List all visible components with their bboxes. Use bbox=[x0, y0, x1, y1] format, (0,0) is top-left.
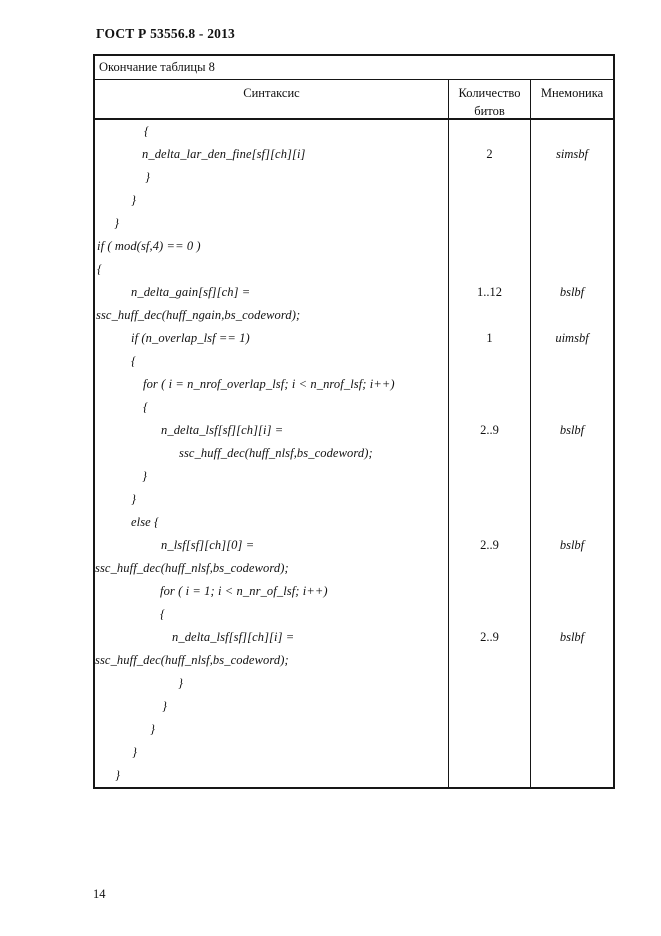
syntax-cell bbox=[95, 603, 449, 626]
bits-cell: 2 bbox=[449, 143, 531, 166]
syntax-code: ssc_huff_dec(huff_nlsf,bs_codeword); bbox=[95, 653, 289, 667]
syntax-cell bbox=[95, 672, 449, 695]
mnemonic-cell: bslbf bbox=[559, 538, 585, 552]
table-row bbox=[95, 511, 613, 534]
mnemonic-cell bbox=[531, 350, 613, 373]
mnemonic-cell bbox=[531, 557, 613, 580]
table-row bbox=[95, 488, 613, 511]
bits-cell bbox=[449, 189, 531, 212]
bits-cell: 1..12 bbox=[449, 281, 531, 304]
table-row bbox=[95, 189, 613, 212]
bits-cell: 2..9 bbox=[449, 534, 531, 557]
syntax-code: } bbox=[145, 170, 151, 184]
mnemonic-cell bbox=[531, 120, 613, 143]
table-row bbox=[95, 580, 613, 603]
column-header-syntax: Синтаксис bbox=[95, 80, 449, 118]
bits-cell bbox=[449, 764, 531, 787]
syntax-code: } bbox=[114, 216, 120, 230]
syntax-cell bbox=[95, 764, 449, 787]
table-row bbox=[95, 120, 613, 143]
table-caption: Окончание таблицы 8 bbox=[95, 56, 613, 80]
table-row bbox=[95, 143, 613, 166]
table-row bbox=[95, 350, 613, 373]
mnemonic-cell bbox=[531, 649, 613, 672]
document-title: ГОСТ Р 53556.8 - 2013 bbox=[96, 26, 235, 41]
syntax-code: { bbox=[160, 607, 166, 621]
bits-cell bbox=[449, 304, 531, 327]
table-row bbox=[95, 442, 613, 465]
table-row bbox=[95, 281, 613, 304]
column-header-mnemonic: Мнемоника bbox=[540, 86, 604, 100]
syntax-cell bbox=[95, 120, 449, 143]
mnemonic-cell bbox=[531, 695, 613, 718]
mnemonic-cell bbox=[531, 235, 613, 258]
syntax-code: } bbox=[132, 745, 138, 759]
column-header-bits: Количество битов bbox=[449, 80, 531, 118]
mnemonic-cell: simsbf bbox=[556, 147, 588, 161]
bits-cell bbox=[449, 442, 531, 465]
table-row bbox=[95, 764, 613, 787]
mnemonic-cell bbox=[531, 603, 613, 626]
syntax-cell bbox=[95, 235, 449, 258]
syntax-code: n_delta_lar_den_fine[sf][ch][i] bbox=[142, 147, 306, 161]
mnemonic-cell: bslbf bbox=[559, 630, 585, 644]
bits-cell: 2..9 bbox=[449, 626, 531, 649]
table-header-row bbox=[95, 80, 613, 120]
syntax-code: { bbox=[131, 354, 137, 368]
bits-cell bbox=[449, 350, 531, 373]
table-row bbox=[95, 741, 613, 764]
syntax-code: ssc_huff_dec(huff_ngain,bs_codeword); bbox=[96, 308, 301, 322]
mnemonic-cell bbox=[531, 189, 613, 212]
syntax-table bbox=[93, 54, 615, 789]
syntax-code: } bbox=[162, 699, 168, 713]
syntax-code: n_delta_gain[sf][ch] = bbox=[131, 285, 251, 299]
syntax-code: n_delta_lsf[sf][ch][i] = bbox=[161, 423, 284, 437]
syntax-cell bbox=[95, 143, 449, 166]
syntax-cell bbox=[95, 304, 449, 327]
syntax-cell bbox=[95, 258, 449, 281]
table-row bbox=[95, 235, 613, 258]
syntax-code: n_lsf[sf][ch][0] = bbox=[161, 538, 255, 552]
table-row bbox=[95, 258, 613, 281]
syntax-cell bbox=[95, 350, 449, 373]
bits-cell bbox=[449, 120, 531, 143]
mnemonic-cell bbox=[531, 511, 613, 534]
syntax-cell bbox=[95, 327, 449, 350]
syntax-code: for ( i = 1; i < n_nr_of_lsf; i++) bbox=[160, 584, 328, 598]
bits-cell bbox=[449, 258, 531, 281]
mnemonic-cell bbox=[531, 258, 613, 281]
syntax-code: { bbox=[144, 124, 150, 138]
mnemonic-cell bbox=[531, 580, 613, 603]
mnemonic-cell bbox=[531, 442, 613, 465]
mnemonic-cell: bslbf bbox=[559, 423, 585, 437]
syntax-cell bbox=[95, 534, 449, 557]
syntax-code: } bbox=[142, 469, 148, 483]
bits-cell bbox=[449, 649, 531, 672]
syntax-cell bbox=[95, 626, 449, 649]
mnemonic-cell bbox=[531, 672, 613, 695]
table-row bbox=[95, 373, 613, 396]
syntax-code: { bbox=[143, 400, 149, 414]
syntax-cell bbox=[95, 649, 449, 672]
syntax-cell bbox=[95, 741, 449, 764]
page-number: 14 bbox=[93, 887, 106, 901]
syntax-code: } bbox=[131, 193, 137, 207]
table-row bbox=[95, 672, 613, 695]
table-row bbox=[95, 465, 613, 488]
syntax-code: ssc_huff_dec(huff_nlsf,bs_codeword); bbox=[95, 561, 289, 575]
syntax-cell bbox=[95, 396, 449, 419]
syntax-cell bbox=[95, 511, 449, 534]
table-row bbox=[95, 396, 613, 419]
bits-cell bbox=[449, 166, 531, 189]
bits-cell bbox=[449, 557, 531, 580]
syntax-cell bbox=[95, 580, 449, 603]
syntax-cell bbox=[95, 695, 449, 718]
mnemonic-cell: bslbf bbox=[559, 285, 585, 299]
syntax-code: if ( mod(sf,4) == 0 ) bbox=[97, 239, 201, 253]
bits-cell: 2..9 bbox=[449, 419, 531, 442]
mnemonic-cell bbox=[531, 764, 613, 787]
bits-cell bbox=[449, 580, 531, 603]
table-row bbox=[95, 557, 613, 580]
mnemonic-cell bbox=[531, 373, 613, 396]
mnemonic-cell bbox=[531, 718, 613, 741]
bits-cell bbox=[449, 695, 531, 718]
mnemonic-cell bbox=[531, 465, 613, 488]
bits-cell bbox=[449, 718, 531, 741]
bits-cell bbox=[449, 511, 531, 534]
syntax-cell bbox=[95, 465, 449, 488]
syntax-cell bbox=[95, 442, 449, 465]
bits-cell bbox=[449, 396, 531, 419]
bits-cell: 1 bbox=[449, 327, 531, 350]
mnemonic-cell: uimsbf bbox=[555, 331, 589, 345]
mnemonic-cell bbox=[531, 212, 613, 235]
syntax-cell bbox=[95, 373, 449, 396]
syntax-cell bbox=[95, 212, 449, 235]
table-row bbox=[95, 534, 613, 557]
syntax-code: } bbox=[131, 492, 137, 506]
table-body bbox=[95, 120, 613, 787]
syntax-code: } bbox=[178, 676, 184, 690]
syntax-cell bbox=[95, 189, 449, 212]
syntax-cell bbox=[95, 718, 449, 741]
bits-cell bbox=[449, 672, 531, 695]
syntax-code: else { bbox=[131, 515, 160, 529]
syntax-cell bbox=[95, 419, 449, 442]
mnemonic-cell bbox=[531, 488, 613, 511]
mnemonic-cell bbox=[531, 166, 613, 189]
bits-cell bbox=[449, 603, 531, 626]
table-row bbox=[95, 649, 613, 672]
table-row bbox=[95, 327, 613, 350]
bits-cell bbox=[449, 488, 531, 511]
bits-cell bbox=[449, 212, 531, 235]
syntax-code: for ( i = n_nrof_overlap_lsf; i < n_nrof_lsf; i++) bbox=[143, 377, 395, 391]
syntax-code: ssc_huff_dec(huff_nlsf,bs_codeword); bbox=[179, 446, 373, 460]
bits-cell bbox=[449, 741, 531, 764]
syntax-code: } bbox=[115, 768, 121, 782]
table-row bbox=[95, 304, 613, 327]
syntax-cell bbox=[95, 557, 449, 580]
mnemonic-cell bbox=[531, 741, 613, 764]
syntax-code: { bbox=[97, 262, 103, 276]
bits-cell bbox=[449, 373, 531, 396]
table-row bbox=[95, 212, 613, 235]
syntax-cell bbox=[95, 281, 449, 304]
syntax-code: n_delta_lsf[sf][ch][i] = bbox=[172, 630, 295, 644]
mnemonic-cell bbox=[531, 396, 613, 419]
bits-cell bbox=[449, 465, 531, 488]
bits-cell bbox=[449, 235, 531, 258]
table-row bbox=[95, 166, 613, 189]
table-row bbox=[95, 419, 613, 442]
table-row bbox=[95, 695, 613, 718]
mnemonic-cell bbox=[531, 304, 613, 327]
syntax-code: } bbox=[150, 722, 156, 736]
syntax-cell bbox=[95, 166, 449, 189]
syntax-code: if (n_overlap_lsf == 1) bbox=[131, 331, 250, 345]
table-row bbox=[95, 603, 613, 626]
table-row bbox=[95, 718, 613, 741]
table-row bbox=[95, 626, 613, 649]
syntax-cell bbox=[95, 488, 449, 511]
